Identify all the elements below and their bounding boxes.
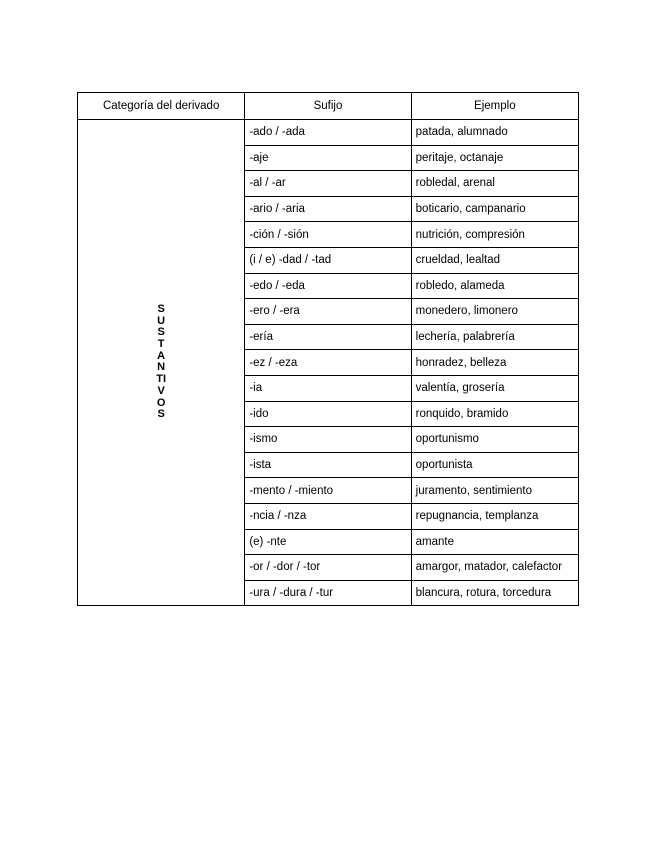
suffix-cell: -ncia / -nza [245, 503, 411, 529]
suffix-cell: (e) -nte [245, 529, 411, 555]
example-cell: valentía, grosería [411, 375, 578, 401]
example-cell: monedero, limonero [411, 299, 578, 325]
suffix-cell: -ario / -aria [245, 196, 411, 222]
example-cell: ronquido, bramido [411, 401, 578, 427]
example-cell: patada, alumnado [411, 120, 578, 146]
suffix-table [77, 92, 579, 606]
example-cell: robledo, alameda [411, 273, 578, 299]
header-category: Categoría del derivado [78, 93, 245, 120]
suffix-cell: -aje [245, 145, 411, 171]
example-cell: nutrición, compresión [411, 222, 578, 248]
category-label: SUSTANTIVOS [156, 302, 167, 421]
category-cell [78, 120, 245, 606]
suffix-cell: -ado / -ada [245, 120, 411, 146]
header-row [78, 93, 579, 120]
header-suffix: Sufijo [245, 93, 411, 120]
table-row [78, 120, 579, 146]
example-cell: lechería, palabrería [411, 324, 578, 350]
example-cell: crueldad, lealtad [411, 247, 578, 273]
suffix-cell: -ista [245, 452, 411, 478]
example-cell: amante [411, 529, 578, 555]
header-example: Ejemplo [411, 93, 578, 120]
suffix-cell: -ez / -eza [245, 350, 411, 376]
example-cell: boticario, campanario [411, 196, 578, 222]
suffix-cell: -ido [245, 401, 411, 427]
suffix-cell: -ia [245, 375, 411, 401]
table-body [78, 120, 579, 606]
suffix-cell: -al / -ar [245, 171, 411, 197]
example-cell: oportunista [411, 452, 578, 478]
table-header [78, 93, 579, 120]
suffix-cell: -ismo [245, 427, 411, 453]
suffix-cell: -mento / -miento [245, 478, 411, 504]
example-cell: oportunismo [411, 427, 578, 453]
suffix-cell: -ería [245, 324, 411, 350]
suffix-cell: (i / e) -dad / -tad [245, 247, 411, 273]
suffix-cell: -ero / -era [245, 299, 411, 325]
example-cell: blancura, rotura, torcedura [411, 580, 578, 606]
suffix-cell: -or / -dor / -tor [245, 555, 411, 581]
example-cell: amargor, matador, calefactor [411, 555, 578, 581]
example-cell: juramento, sentimiento [411, 478, 578, 504]
suffix-cell: -ción / -sión [245, 222, 411, 248]
suffix-cell: -ura / -dura / -tur [245, 580, 411, 606]
example-cell: repugnancia, templanza [411, 503, 578, 529]
example-cell: honradez, belleza [411, 350, 578, 376]
suffix-cell: -edo / -eda [245, 273, 411, 299]
example-cell: robledal, arenal [411, 171, 578, 197]
example-cell: peritaje, octanaje [411, 145, 578, 171]
